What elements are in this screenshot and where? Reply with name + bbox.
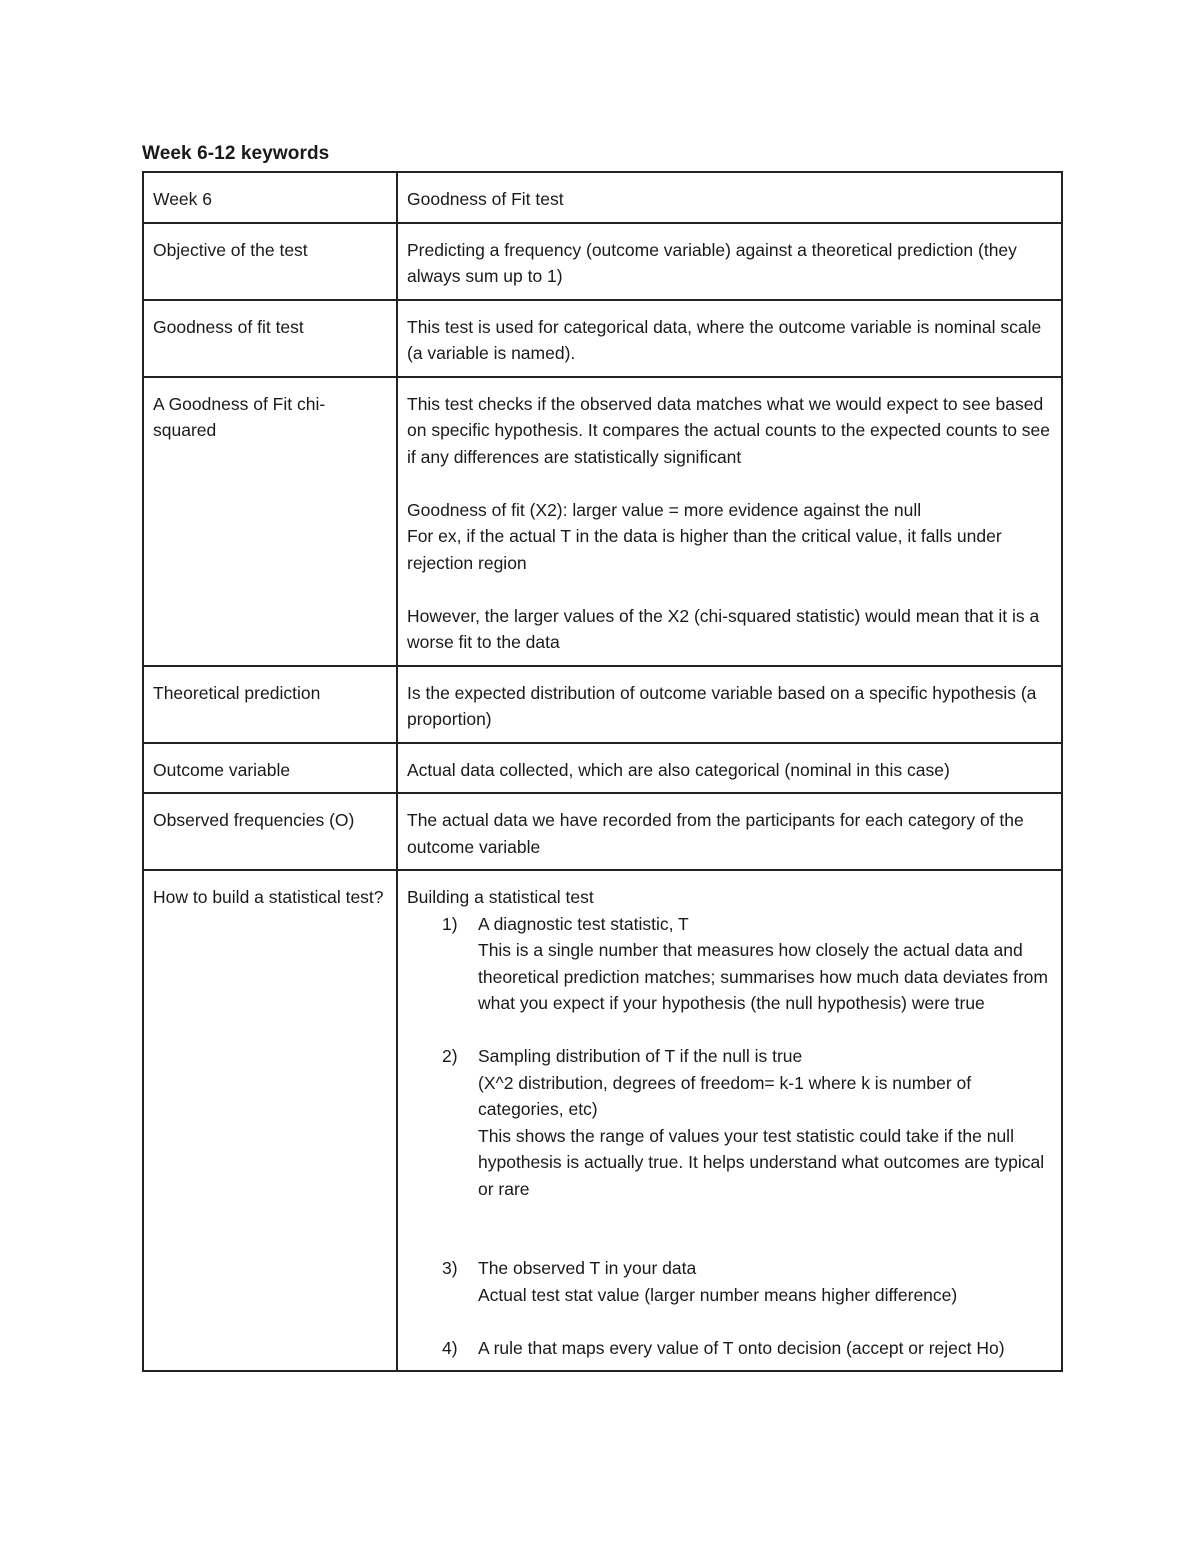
table-row (143, 743, 1062, 794)
table-row (143, 223, 1062, 300)
step-number: 3) (442, 1258, 458, 1278)
term-cell: Goodness of fit test (143, 300, 397, 377)
definition-paragraph: For ex, if the actual T in the data is higher than the critical value, it falls under rejection region (407, 526, 1002, 573)
term-cell: A Goodness of Fit chi-squared (143, 377, 397, 666)
definition-cell (397, 377, 1062, 666)
step-number: 4) (442, 1337, 458, 1358)
step-heading: A diagnostic test statistic, T (478, 913, 689, 934)
table-row (143, 377, 1062, 666)
definition-cell: Actual data collected, which are also categorical (nominal in this case) (397, 743, 1062, 794)
term-cell: Week 6 (143, 172, 397, 223)
definition-cell: Predicting a frequency (outcome variable) against a theoretical prediction (they always sum up to 1) (397, 223, 1062, 300)
steps-intro: Building a statistical test (407, 887, 594, 907)
definition-paragraph: This test checks if the observed data matches what we would expect to see based on specific hypothesis. It compares the actual counts to the expected counts to see if any differences are statistically significant (407, 393, 1051, 467)
numbered-step (407, 911, 1052, 1017)
term-cell: Outcome variable (143, 743, 397, 794)
step-heading: The observed T in your data (478, 1258, 697, 1278)
numbered-step (407, 1043, 1052, 1202)
definition-paragraph: However, the larger values of the X2 (chi-squared statistic) would mean that it is a worse fit to the data (407, 605, 1040, 652)
term-cell: Objective of the test (143, 223, 397, 300)
term-cell: Theoretical prediction (143, 666, 397, 743)
table-row (143, 300, 1062, 377)
term-cell: Observed frequencies (O) (143, 793, 397, 870)
definition-cell: Goodness of Fit test (397, 172, 1062, 223)
step-body: This is a single number that measures how closely the actual data and theoretical prediction matches; summarises how much data deviates from what you expect if your hypothesis (the null hypothesis) were true (478, 940, 1048, 1013)
step-number: 2) (442, 1046, 458, 1066)
definition-cell: This test is used for categorical data, where the outcome variable is nominal scale (a variable is named). (397, 300, 1062, 377)
numbered-step (407, 1255, 1052, 1308)
step-body: (X^2 distribution, degrees of freedom= k-1 where k is number of categories, etc) (478, 1072, 972, 1119)
step-heading: Sampling distribution of T if the null is true (478, 1046, 803, 1066)
table-row (143, 870, 1062, 1371)
step-body: This shows the range of values your test statistic could take if the null hypothesis is actually true. It helps understand what outcomes are typical or rare (478, 1125, 1045, 1199)
keywords-table (142, 171, 1063, 1372)
definition-paragraph: Goodness of fit (X2): larger value = more evidence against the null (407, 499, 922, 520)
numbered-step (407, 1335, 1052, 1362)
table-row (143, 172, 1062, 223)
step-number: 1) (442, 913, 458, 934)
definition-cell: The actual data we have recorded from the participants for each category of the outcome variable (397, 793, 1062, 870)
step-heading: A rule that maps every value of T onto decision (accept or reject Ho) (478, 1337, 1005, 1358)
page-title: Week 6-12 keywords (142, 143, 330, 164)
step-body: Actual test stat value (larger number means higher difference) (478, 1284, 958, 1305)
definition-cell: Is the expected distribution of outcome variable based on a specific hypothesis (a proportion) (397, 666, 1062, 743)
term-cell: How to build a statistical test? (143, 870, 397, 1371)
table-row (143, 793, 1062, 870)
definition-cell (397, 870, 1062, 1371)
table-row (143, 666, 1062, 743)
